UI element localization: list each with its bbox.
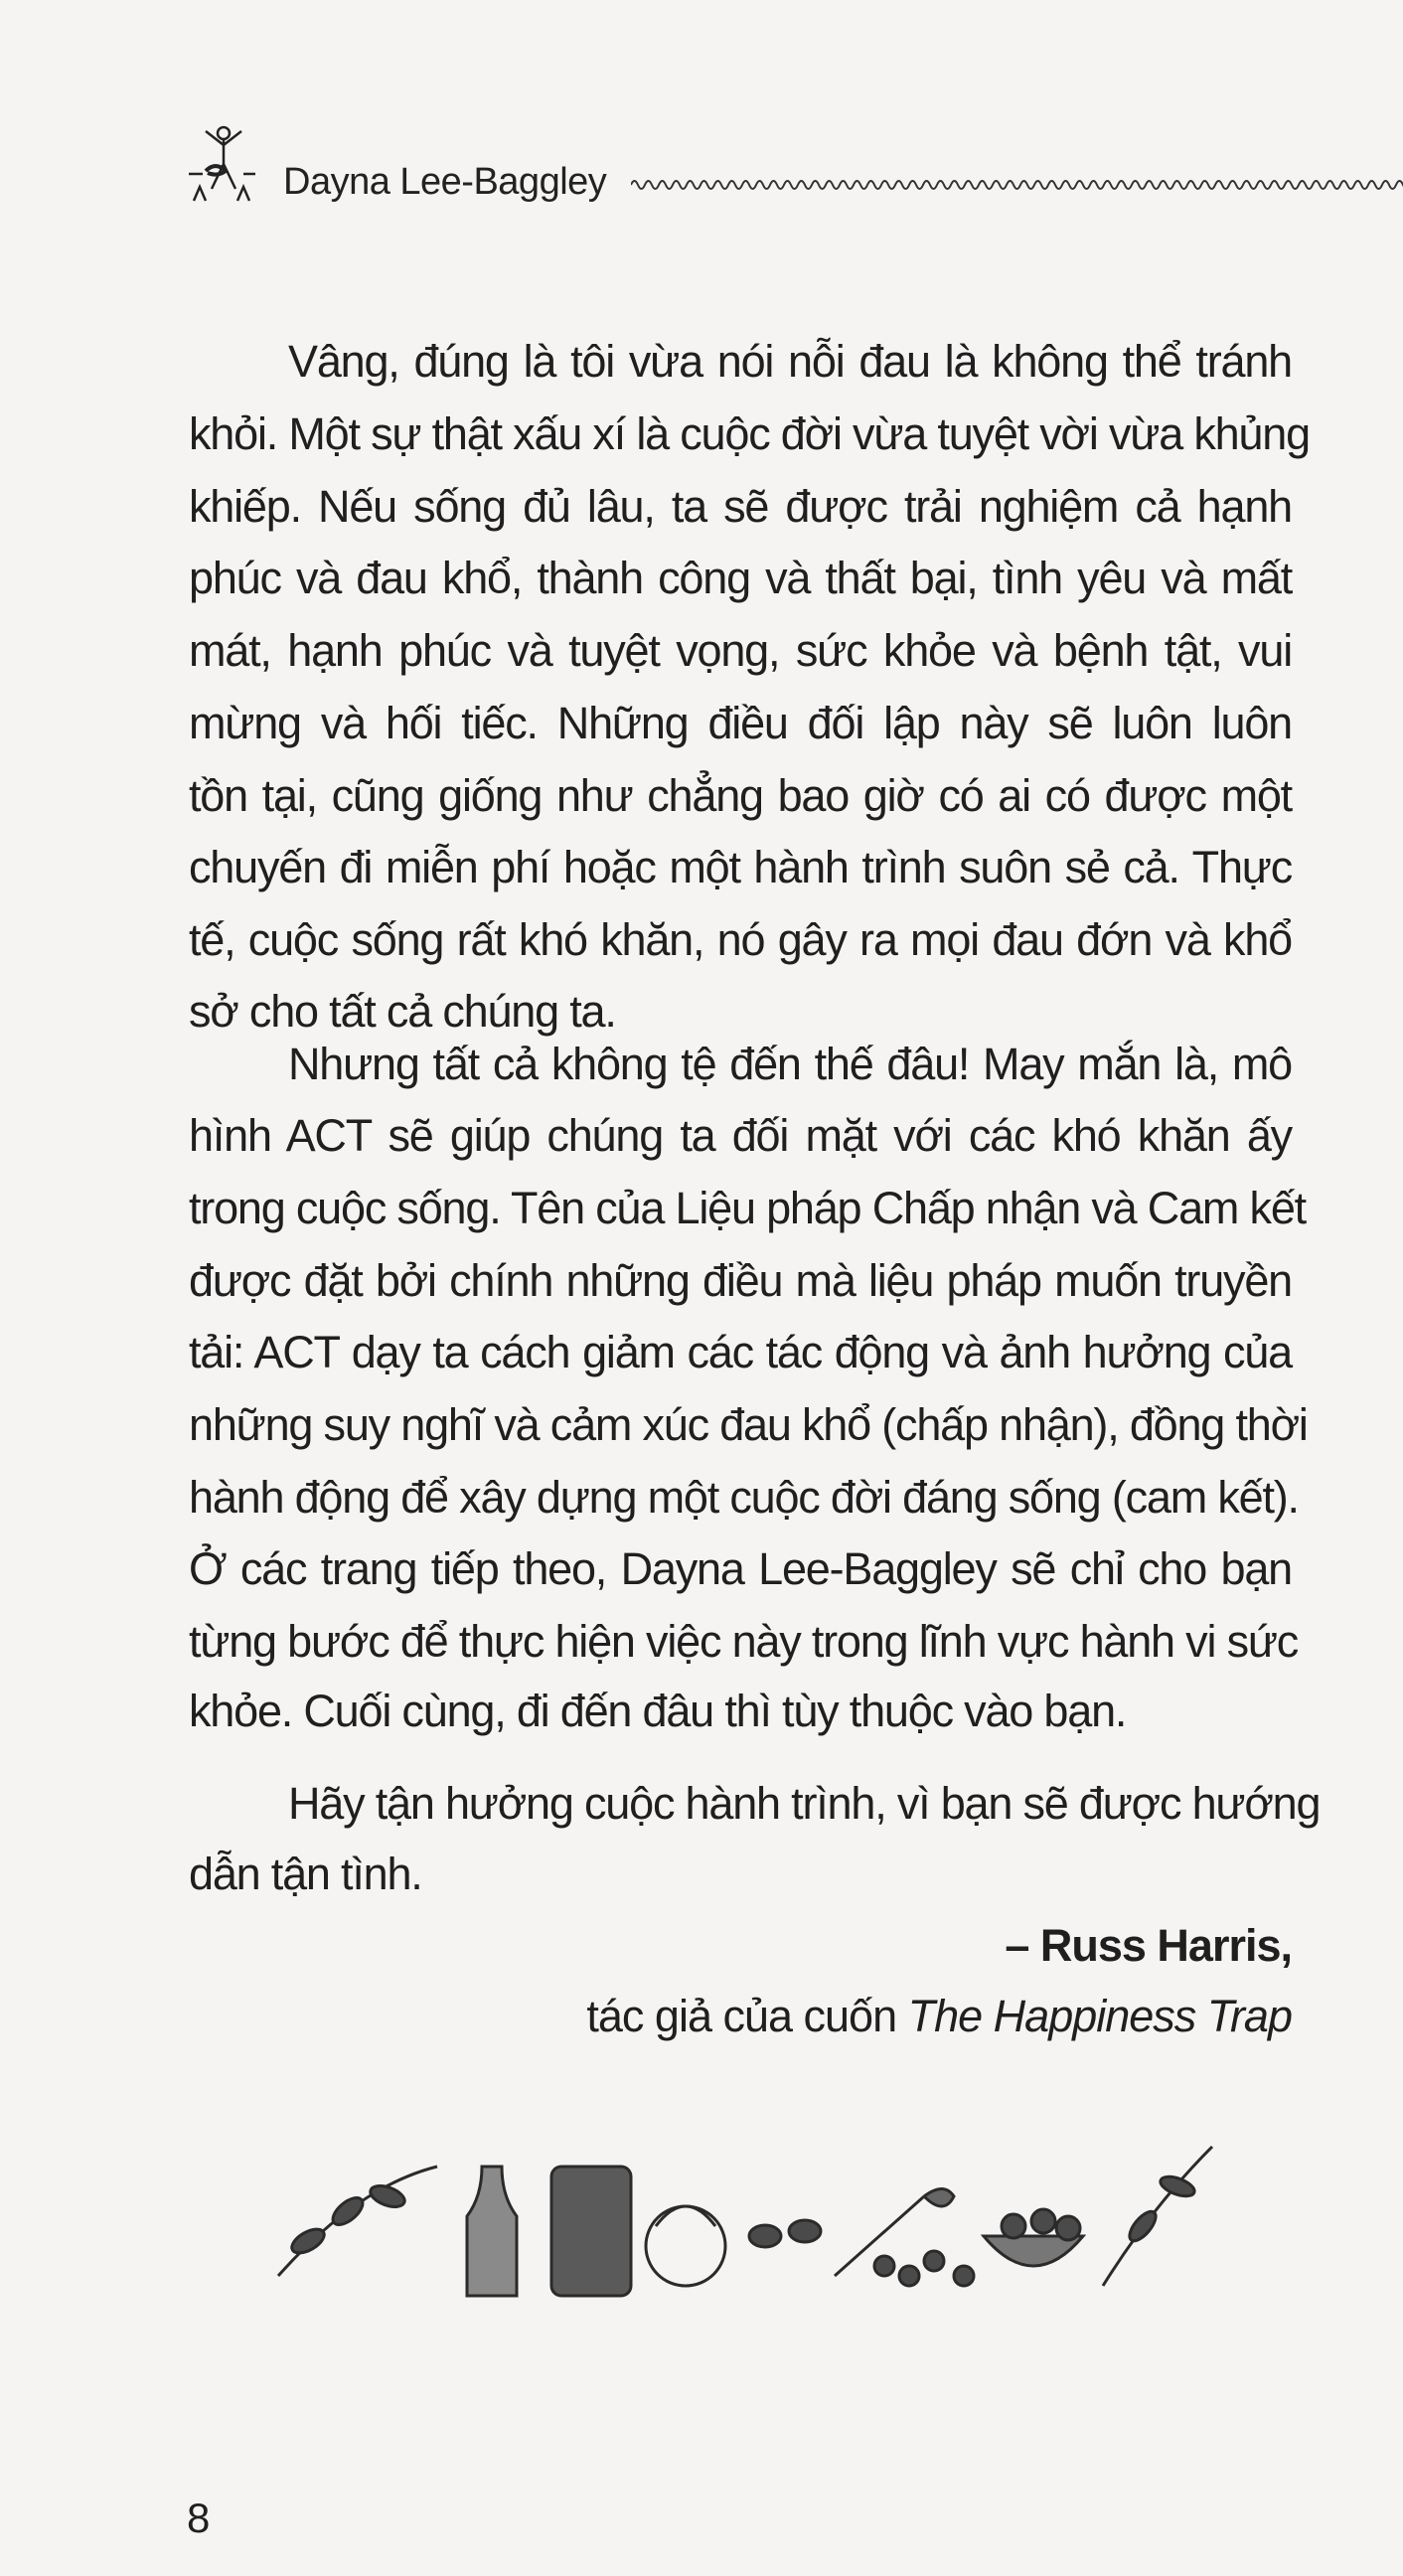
text-line: tồn tại, cũng giống như chẳng bao giờ có ai có được một <box>189 770 1292 821</box>
dancing-figure-icon <box>184 119 263 209</box>
text-line: những suy nghĩ và cảm xúc đau khổ (chấp nhận), đồng thời <box>189 1399 1308 1450</box>
signature-role <box>586 1989 1292 2044</box>
text-line: khiếp. Nếu sống đủ lâu, ta sẽ được trải nghiệm cả hạnh <box>189 481 1292 532</box>
text-line: khỏe. Cuối cùng, đi đến đâu thì tùy thuộc vào bạn. <box>189 1686 1127 1736</box>
running-header <box>184 119 1403 219</box>
text-line: Nhưng tất cả không tệ đến thế đâu! May mắn là, mô <box>288 1039 1292 1089</box>
text-line: tế, cuộc sống rất khó khăn, nó gây ra mọi đau đớn và khổ <box>189 914 1292 965</box>
text-line: mừng và hối tiếc. Những điều đối lập này sẽ luôn luôn <box>189 698 1292 748</box>
signature-name-text: – Russ Harris, <box>1005 1920 1292 1971</box>
text-line: sở cho tất cả chúng ta. <box>189 986 616 1037</box>
text-line: khỏi. Một sự thật xấu xí là cuộc đời vừa tuyệt vời vừa khủng <box>189 408 1310 459</box>
signature-name <box>1005 1918 1292 1974</box>
text-line: hành động để xây dựng một cuộc đời đáng sống (cam kết). <box>189 1472 1299 1523</box>
text-line: Hãy tận hưởng cuộc hành trình, vì bạn sẽ được hướng <box>288 1778 1321 1829</box>
text-line: Ở các trang tiếp theo, Dayna Lee-Baggley sẽ chỉ cho bạn <box>189 1543 1292 1594</box>
text-line: Vâng, đúng là tôi vừa nói nỗi đau là không thể tránh <box>288 336 1292 387</box>
text-line: mát, hạnh phúc và tuyệt vọng, sức khỏe và bệnh tật, vui <box>189 625 1292 676</box>
header-author: Dayna Lee-Baggley <box>283 161 607 203</box>
text-line: phúc và đau khổ, thành công và thất bại, tình yêu và mất <box>189 553 1292 603</box>
text-line: được đặt bởi chính những điều mà liệu pháp muốn truyền <box>189 1255 1292 1306</box>
header-wavy-rule <box>631 173 1403 197</box>
text-line: dẫn tận tình. <box>189 1849 422 1899</box>
text-line: trong cuộc sống. Tên của Liệu pháp Chấp nhận và Cam kết <box>189 1183 1306 1233</box>
kitchen-herbs-illustration <box>268 2127 1222 2306</box>
text-line: hình ACT sẽ giúp chúng ta đối mặt với các khó khăn ấy <box>189 1110 1292 1161</box>
text-line: tải: ACT dạy ta cách giảm các tác động và ảnh hưởng của <box>189 1327 1292 1377</box>
text-line: từng bước để thực hiện việc này trong lĩnh vực hành vi sức <box>189 1616 1299 1667</box>
page-number: 8 <box>187 2495 211 2541</box>
book-title: The Happiness Trap <box>907 1991 1292 2041</box>
signature-role-text: tác giả của cuốn <box>586 1991 908 2041</box>
text-line: chuyến đi miễn phí hoặc một hành trình suôn sẻ cả. Thực <box>189 842 1292 892</box>
